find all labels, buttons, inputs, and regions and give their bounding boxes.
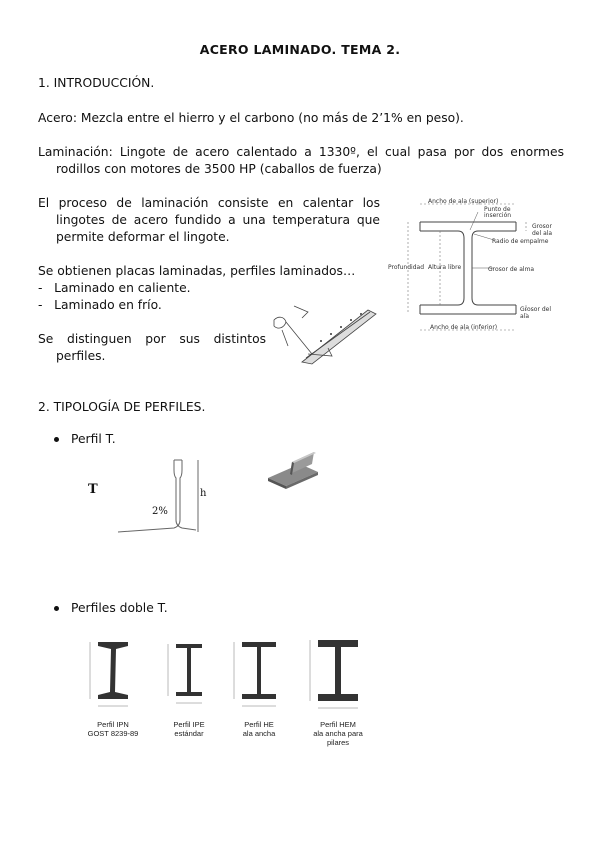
distinguen-line-2: perfiles.	[56, 349, 106, 363]
label-depth: Profundidad	[388, 264, 425, 271]
t-profile-drawing	[70, 456, 210, 540]
label-fillet-radius: Radio de empalme	[492, 238, 549, 245]
double-t-profiles	[80, 636, 380, 756]
section-1-heading: 1. INTRODUCCIÓN.	[38, 76, 155, 90]
label-top-flange-width: Ancho de ala (superior)	[428, 198, 499, 205]
caption-line: Perfil IPN	[97, 720, 129, 729]
bullet-text: Perfiles doble T.	[71, 601, 168, 615]
caption-line: Perfil HE	[244, 720, 274, 729]
caption-line: Perfil HEM	[320, 720, 356, 729]
caption-ipn	[80, 720, 146, 738]
acero-definition: Acero: Mezcla entre el hierro y el carbono (no más de 2’1% en peso).	[38, 111, 464, 125]
caption-hem	[302, 720, 374, 747]
rolling-mill-svg	[272, 300, 378, 366]
t-profile-3d	[264, 446, 322, 490]
label-flange-thickness-top: Grosor del ala	[532, 223, 553, 237]
proceso-line-2: lingotes de acero fundido a una temperatura que	[56, 213, 380, 227]
section-2-heading: 2. TIPOLOGÍA DE PERFILES.	[38, 400, 206, 414]
caption-line: ala ancha para	[313, 729, 363, 738]
t-profile-svg	[70, 456, 210, 540]
label-bottom-flange-width: Ancho de ala (inferior)	[430, 324, 498, 331]
label-free-height: Altura libre	[428, 264, 462, 271]
bullet-perfiles-doble-t	[54, 601, 168, 615]
caption-line: pilares	[326, 738, 350, 747]
laminacion-line-1: Laminación: Lingote de acero calentado a 1330º, el cual pasa por dos enormes	[38, 145, 564, 159]
caption-he	[228, 720, 290, 738]
bullet-icon	[54, 437, 59, 442]
page-title: ACERO LAMINADO. TEMA 2.	[199, 42, 401, 57]
label-flange-thickness-bottom: Grosor del ala	[520, 306, 551, 320]
caption-line: ala ancha	[242, 729, 276, 738]
double-t-profiles-svg	[80, 636, 380, 716]
list-item: - Laminado en frío.	[38, 298, 162, 312]
caption-line: Perfil IPE	[173, 720, 205, 729]
label-web-thickness: Grosor de alma	[488, 266, 535, 273]
list-item-text: Laminado en caliente.	[54, 281, 191, 295]
caption-line: estándar	[174, 729, 204, 738]
list-item-text: Laminado en frío.	[54, 298, 162, 312]
t-height-label: h	[200, 488, 207, 499]
distinguen-line-1: Se distinguen por sus distintos	[38, 332, 266, 346]
bullet-perfil-t	[54, 432, 116, 446]
list-item: - Laminado en caliente.	[38, 281, 191, 295]
t-profile-3d-svg	[264, 446, 322, 490]
bullet-text: Perfil T.	[71, 432, 116, 446]
t-percent-label: 2%	[152, 506, 168, 517]
rolling-illustration	[272, 300, 378, 366]
caption-line: GOST 8239-89	[87, 729, 139, 738]
bullet-icon	[54, 606, 59, 611]
beam-section-diagram	[388, 190, 560, 338]
label-insertion-point: Punto de inserción	[484, 206, 512, 219]
obtienen-text: Se obtienen placas laminadas, perfiles laminados…	[38, 264, 356, 278]
caption-ipe	[158, 720, 220, 738]
t-letter-label: T	[88, 482, 98, 497]
proceso-line-1: El proceso de laminación consiste en calentar los	[38, 196, 380, 210]
proceso-line-3: permite deformar el lingote.	[56, 230, 230, 244]
laminacion-line-2: rodillos con motores de 3500 HP (caballos de fuerza)	[56, 162, 382, 176]
